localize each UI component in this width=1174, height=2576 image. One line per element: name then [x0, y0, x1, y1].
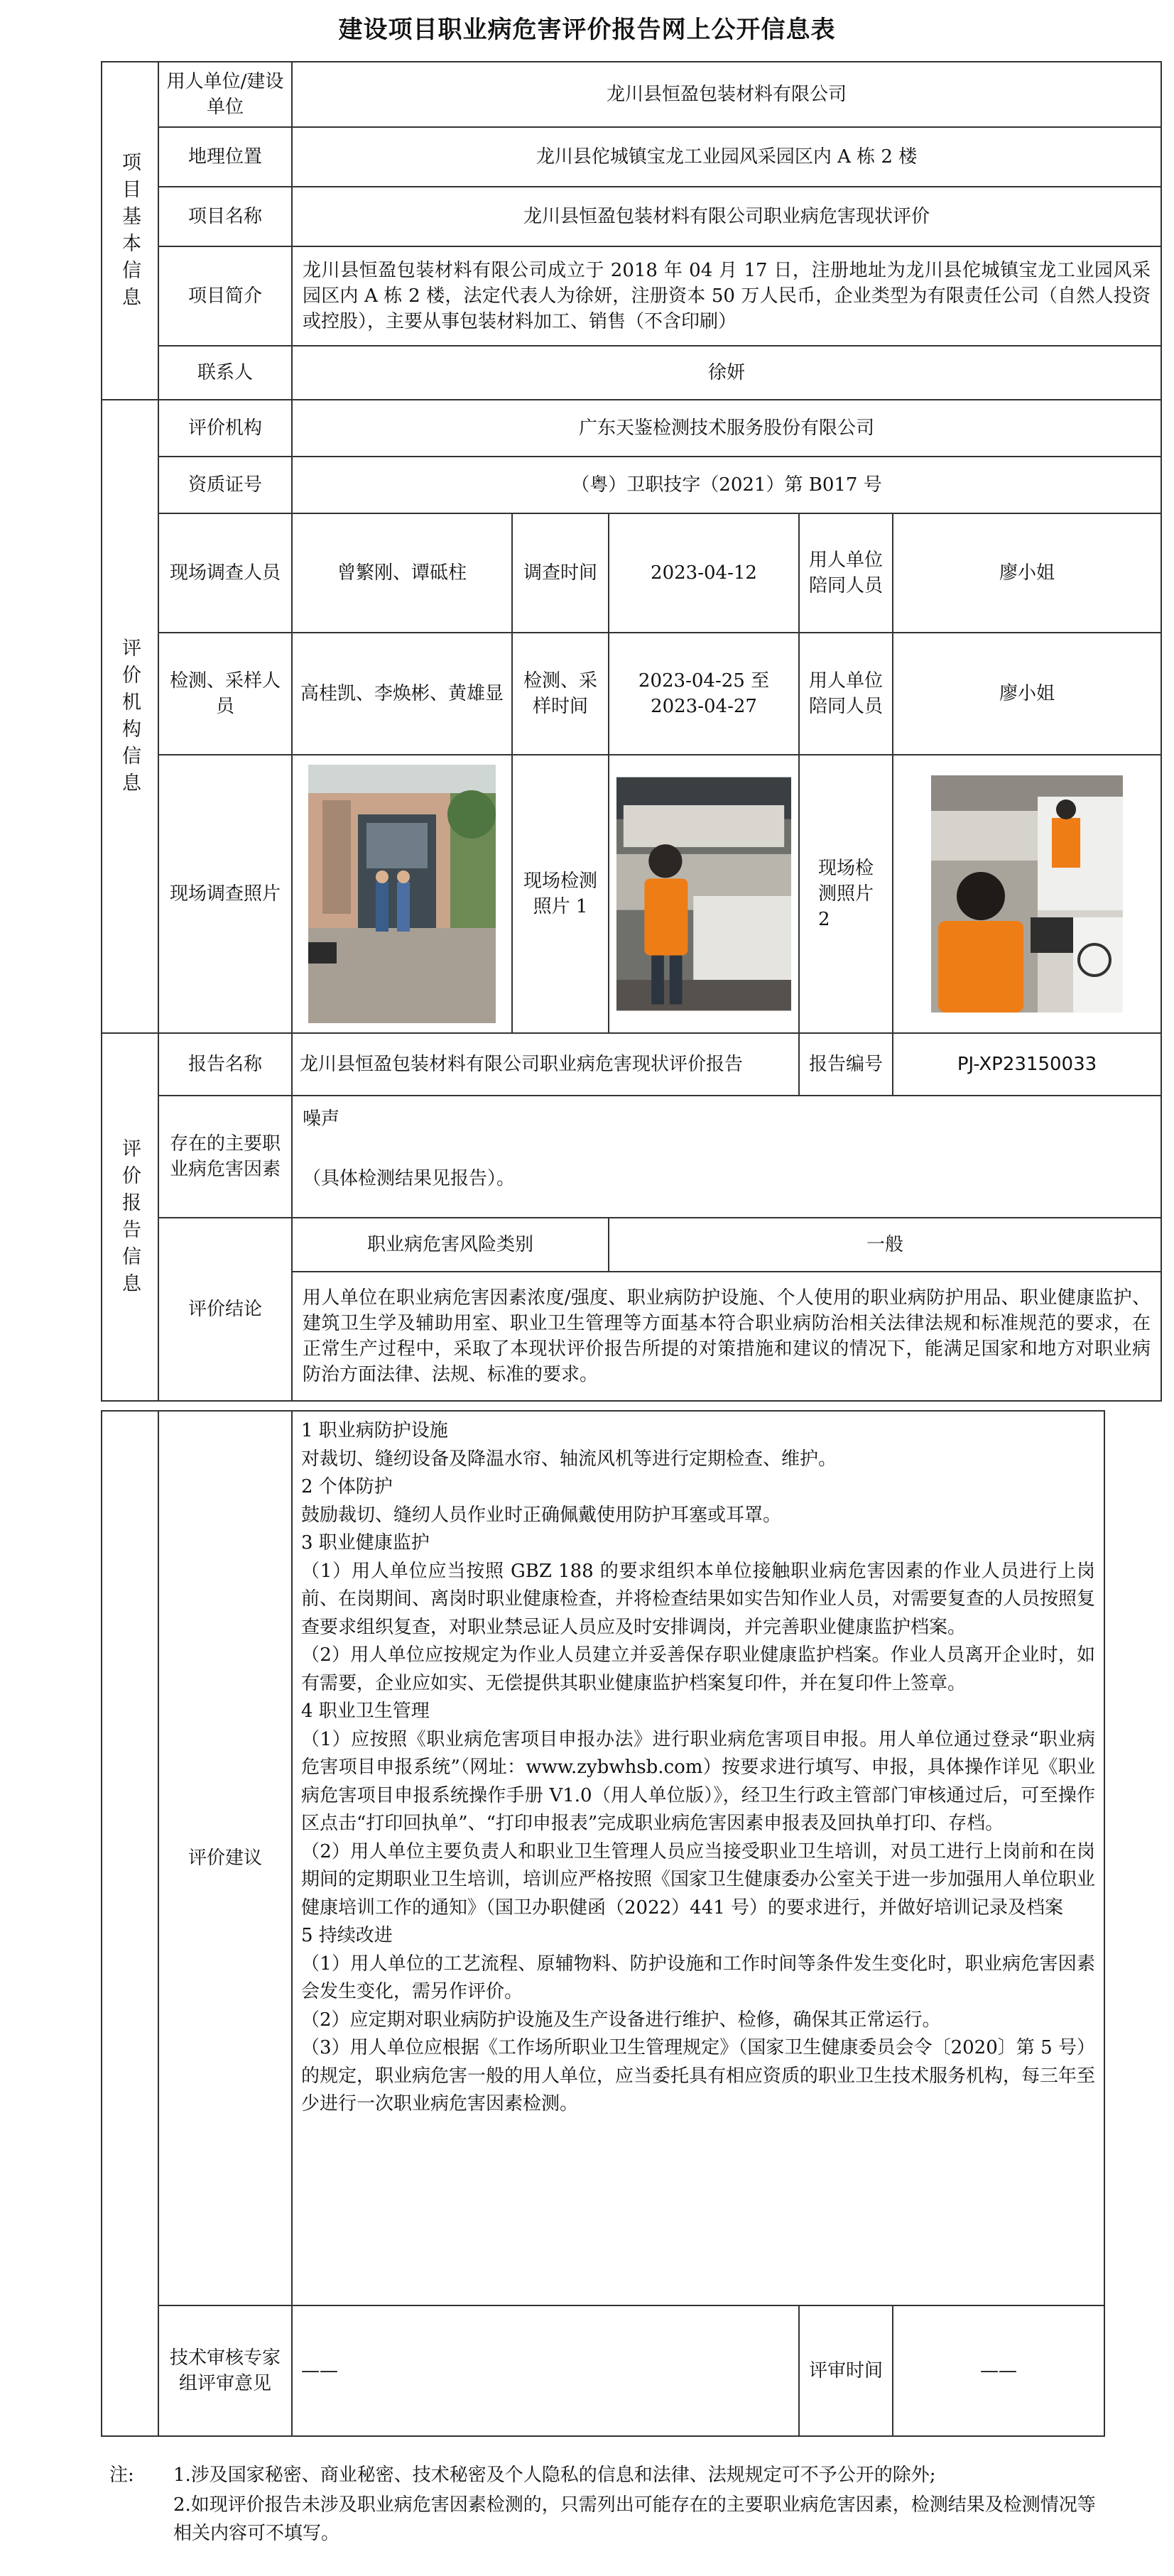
- risk-category-value: 一般: [609, 1218, 1161, 1272]
- survey-time-value: 2023-04-12: [609, 513, 799, 633]
- sampling-escort-value: 廖小姐: [893, 633, 1161, 755]
- section-heading-org: 评价机构信息: [102, 400, 158, 1033]
- row-label-report-name: 报告名称: [158, 1033, 292, 1096]
- sampling-time-value: 2023-04-25 至 2023-04-27: [609, 633, 799, 755]
- row-label-location: 地理位置: [158, 127, 292, 187]
- survey-time-label: 调查时间: [512, 513, 609, 633]
- row-label-survey-staff: 现场调查人员: [158, 513, 292, 633]
- hazards-text: 噪声: [303, 1108, 340, 1130]
- row-label-project-name: 项目名称: [158, 187, 292, 246]
- sampling-staff-names: 高桂凯、李焕彬、黄雄显: [292, 633, 512, 755]
- row-label-expert-review: 技术审核专家组评审意见: [158, 2305, 292, 2436]
- row-label-hazards: 存在的主要职业病危害因素: [158, 1096, 292, 1218]
- row-value-contact: 徐妍: [292, 346, 1161, 400]
- suggestions-content: [292, 1411, 1104, 2305]
- suggestion-line: （1）用人单位的工艺流程、原辅物料、防护设施和工作时间等条件发生变化时，职业病危害因素会发生变化，需另作评价。: [301, 1953, 1095, 2002]
- survey-escort-value: 廖小姐: [893, 513, 1161, 633]
- detect-photo-1-label: 现场检测照片 1: [512, 755, 609, 1033]
- sampling-time-label: 检测、采样时间: [512, 633, 609, 755]
- survey-photo: [308, 765, 496, 1023]
- row-label-contact: 联系人: [158, 346, 292, 400]
- page-title: 建设项目职业病危害评价报告网上公开信息表: [338, 16, 836, 44]
- suggestion-line: 鼓励裁切、缝纫人员作业时正确佩戴使用防护耳塞或耳罩。: [301, 1504, 782, 1526]
- row-label-conclusion: 评价结论: [158, 1218, 292, 1401]
- report-no-label: 报告编号: [799, 1033, 893, 1096]
- hazards-note: （具体检测结果见报告）。: [303, 1168, 516, 1189]
- survey-staff-names: 曾繁刚、谭砥柱: [292, 513, 512, 633]
- notes-prefix: 注:: [109, 2465, 134, 2486]
- row-label-project-intro: 项目简介: [158, 246, 292, 346]
- row-label-sampling-staff: 检测、采样人员: [158, 633, 292, 755]
- suggestion-line: （3）用人单位应根据《工作场所职业卫生管理规定》（国家卫生健康委员会令〔2020〕第 5 号）的规定，职业病危害一般的用人单位，应当委托具有相应资质的职业卫生技术服务机构，每三年至少进行一次职业病危害因素检测。: [301, 2037, 1096, 2114]
- blank-section-cell: [102, 1411, 158, 2436]
- survey-escort-label: 用人单位陪同人员: [799, 513, 893, 633]
- suggestion-line: 1 职业病防护设施: [301, 1420, 448, 1441]
- sampling-escort-label: 用人单位陪同人员: [799, 633, 893, 755]
- row-value-project-intro: 龙川县恒盈包装材料有限公司成立于 2018 年 04 月 17 日，注册地址为龙川县佗城镇宝龙工业园风采园区内 A 栋 2 楼，法定代表人为徐妍，注册资本 50 万人民币，企业类型为有限责任公司（自然人投资或控股），主要从事包装材料加工、销售（不含印刷）: [292, 246, 1161, 346]
- section-heading-report: 评价报告信息: [102, 1033, 158, 1401]
- row-value-report-name: 龙川县恒盈包装材料有限公司职业病危害现状评价报告: [292, 1033, 799, 1096]
- detect-photo-1-cell: [609, 755, 799, 1033]
- suggestion-line: （1）应按照《职业病危害项目申报办法》进行职业病危害项目申报。用人单位通过登录“职业病危害项目申报系统”（网址：www.zybwhsb.com）按要求进行填写、申报，具体操作详见《职业病危害项目申报系统操作手册 V1.0（用人单位版）》，经卫生行政主管部门审核通过后，可至操作区点击“打印回执单”、“打印申报表”完成职业病危害因素申报表及回执单打印、存档。: [301, 1728, 1095, 1834]
- row-label-survey-photo: 现场调查照片: [158, 755, 292, 1033]
- section-heading-basic: 项目基本信息: [102, 62, 158, 400]
- review-time-value: ——: [893, 2305, 1104, 2436]
- suggestion-line: 3 职业健康监护: [301, 1532, 430, 1554]
- note-item-2: 2.如现评价报告未涉及职业病危害因素检测的，只需列出可能存在的主要职业病危害因素，检测结果及检测情况等相关内容可不填写。: [173, 2494, 1096, 2544]
- row-label-org: 评价机构: [158, 400, 292, 457]
- row-label-cert: 资质证号: [158, 457, 292, 513]
- row-value-location: 龙川县佗城镇宝龙工业园风采园区内 A 栋 2 楼: [292, 127, 1161, 187]
- suggestion-table: [101, 1410, 1105, 2437]
- review-time-label: 评审时间: [799, 2305, 893, 2436]
- row-label-employer: 用人单位/建设单位: [158, 62, 292, 127]
- survey-photo-cell: [292, 755, 512, 1033]
- suggestion-line: 4 职业卫生管理: [301, 1701, 430, 1722]
- detect-photo-2: [931, 775, 1123, 1013]
- detect-photo-2-cell: [893, 755, 1161, 1033]
- info-table: [101, 61, 1162, 1402]
- suggestion-line: （1）用人单位应当按照 GBZ 188 的要求组织本单位接触职业病危害因素的作业人员进行上岗前、在岗期间、离岗时职业健康检查，并将检查结果如实告知作业人员，对需要复查的人员按照复查要求组织复查，对职业禁忌证人员应及时安排调岗，并完善职业健康监护档案。: [301, 1560, 1096, 1638]
- risk-category-label: 职业病危害风险类别: [292, 1218, 609, 1272]
- report-no-value: PJ-XP23150033: [893, 1033, 1161, 1096]
- note-item-1: 1.涉及国家秘密、商业秘密、技术秘密及个人隐私的信息和法律、法规规定可不予公开的除外;: [173, 2465, 936, 2486]
- suggestion-line: （2）应定期对职业病防护设施及生产设备进行维护、检修，确保其正常运行。: [301, 2009, 941, 2031]
- expert-review-value: ——: [292, 2305, 799, 2436]
- detect-photo-2-label: 现场检测照片 2: [799, 755, 893, 1033]
- detect-photo-1: [616, 775, 791, 1013]
- row-label-suggestions: 评价建议: [158, 1411, 292, 2305]
- suggestion-line: 2 个体防护: [301, 1476, 393, 1497]
- suggestion-line: （2）用人单位主要负责人和职业卫生管理人员应当接受职业卫生培训，对员工进行上岗前和在岗期间的定期职业卫生培训，培训应严格按照《国家卫生健康委办公室关于进一步加强用人单位职业健康培训工作的通知》（国卫办职健函（2022）441 号）的要求进行，并做好培训记录及档案: [301, 1840, 1096, 1919]
- row-value-org: 广东天鉴检测技术服务股份有限公司: [292, 400, 1161, 457]
- suggestion-line: 对裁切、缝纫设备及降温水帘、轴流风机等进行定期检查、维护。: [301, 1448, 837, 1470]
- row-value-cert: （粤）卫职技字（2021）第 B017 号: [292, 457, 1161, 513]
- row-value-project-name: 龙川县恒盈包装材料有限公司职业病危害现状评价: [292, 187, 1161, 246]
- suggestion-line: 5 持续改进: [301, 1925, 393, 1946]
- row-value-hazards: [292, 1096, 1161, 1218]
- row-value-employer: 龙川县恒盈包装材料有限公司: [292, 62, 1161, 127]
- suggestion-line: （2）用人单位应按规定为作业人员建立并妥善保存职业健康监护档案。作业人员离开企业时，如有需要，企业应如实、无偿提供其职业健康监护档案复印件，并在复印件上签章。: [301, 1644, 1095, 1694]
- conclusion-text: 用人单位在职业病危害因素浓度/强度、职业病防护设施、个人使用的职业病防护用品、职业健康监护、建筑卫生学及辅助用室、职业卫生管理等方面基本符合职业病防治相关法律法规和标准规范的要求，在正常生产过程中，采取了本现状评价报告所提的对策措施和建议的情况下，能满足国家和地方对职业病防治方面法律、法规、标准的要求。: [292, 1272, 1161, 1401]
